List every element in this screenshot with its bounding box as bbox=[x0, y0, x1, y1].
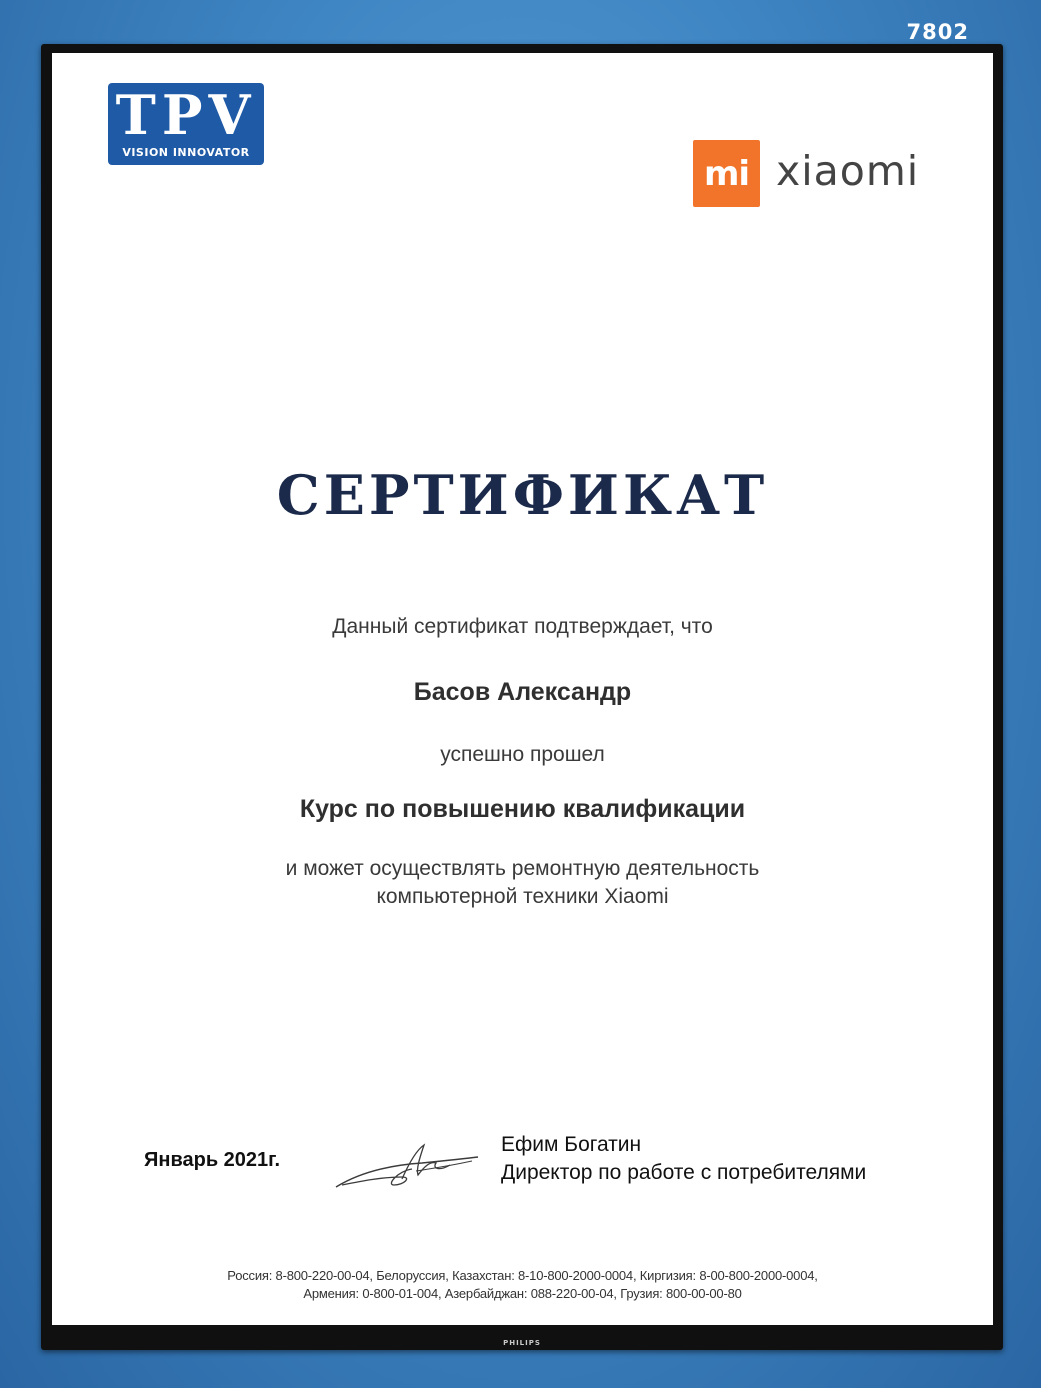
completion-text: успешно прошел bbox=[440, 743, 605, 766]
certificate-page bbox=[52, 53, 993, 1325]
signer-name: Ефим Богатин bbox=[501, 1133, 642, 1156]
recipient-name: Басов Александр bbox=[413, 678, 632, 706]
description-line-2: компьютерной техники Xiaomi bbox=[376, 885, 669, 908]
xiaomi-mi-mark: mi bbox=[703, 153, 750, 194]
signer-role: Директор по работе с потребителями bbox=[501, 1161, 867, 1184]
course-name: Курс по повышению квалификации bbox=[299, 795, 746, 823]
certificate-intro: Данный сертификат подтверждает, что bbox=[332, 615, 713, 638]
photo-number: 7802 bbox=[906, 20, 969, 44]
certificate-date: Январь 2021г. bbox=[144, 1149, 281, 1171]
xiaomi-mi-logo bbox=[693, 140, 760, 207]
signature-icon bbox=[332, 1141, 482, 1197]
monitor-brand-label: PHILIPS bbox=[503, 1339, 541, 1347]
certificate-title: СЕРТИФИКАТ bbox=[276, 463, 769, 527]
tpv-logo-letters: TPV bbox=[115, 83, 257, 147]
tpv-logo-tagline: VISION INNOVATOR bbox=[122, 146, 250, 159]
support-phones-line-1: Россия: 8-800-220-00-04, Белоруссия, Казахстан: 8-10-800-2000-0004, Киргизия: 8-00-800-2000-0004, bbox=[227, 1268, 818, 1283]
xiaomi-wordmark: xiaomi bbox=[776, 147, 920, 195]
tpv-logo bbox=[108, 83, 264, 165]
description-line-1: и может осуществлять ремонтную деятельность bbox=[285, 857, 760, 880]
support-phones-line-2: Армения: 0-800-01-004, Азербайджан: 088-220-00-04, Грузия: 800-00-00-80 bbox=[303, 1286, 742, 1301]
